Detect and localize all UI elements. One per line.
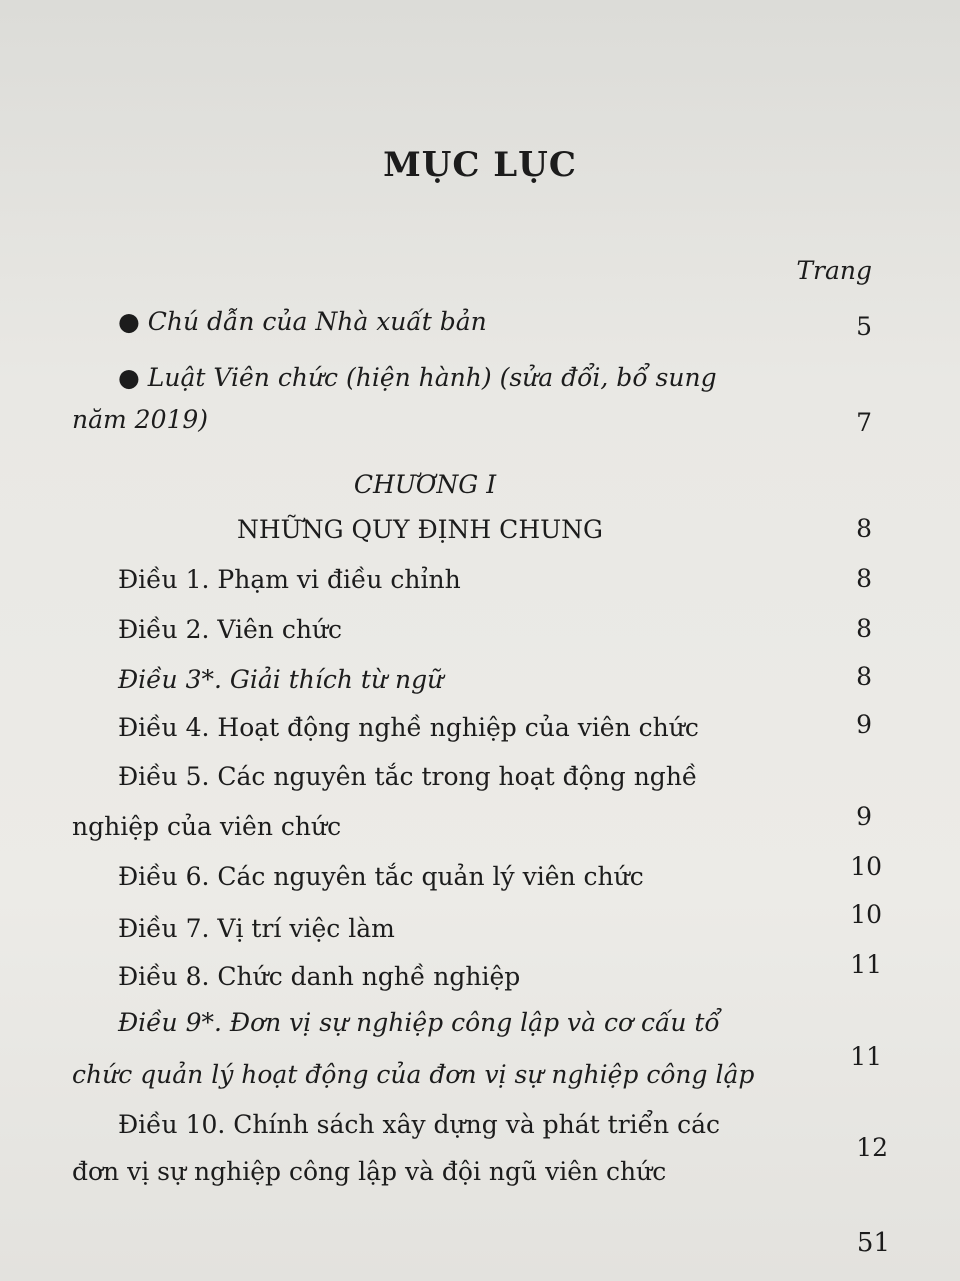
toc-entry[interactable]: Điều 7. Vị trí việc làm [118,914,395,943]
toc-page-number: 8 [856,514,872,543]
toc-page-number: 10 [850,900,882,929]
toc-page-number: 8 [856,564,872,593]
toc-entry[interactable]: Điều 6. Các nguyên tắc quản lý viên chức [118,862,644,891]
toc-entry-law-cont: năm 2019) [72,405,209,434]
toc-entry-cont: nghiệp của viên chức [72,812,342,841]
toc-page-number: 11 [850,950,882,979]
toc-entry[interactable]: Điều 5. Các nguyên tắc trong hoạt động nghề [118,762,698,791]
toc-page-number: 7 [856,408,872,437]
toc-entry[interactable]: Điều 4. Hoạt động nghề nghiệp của viên chức [118,713,699,742]
toc-entry[interactable]: Điều 1. Phạm vi điều chỉnh [118,565,461,594]
toc-page-number: 10 [850,852,882,881]
toc-entry-law[interactable]: ● Luật Viên chức (hiện hành) (sửa đổi, bổ sung [118,363,717,392]
toc-entry[interactable]: Điều 8. Chức danh nghề nghiệp [118,962,521,991]
page-folio: 51 [856,1228,890,1258]
chapter-label: CHƯƠNG I [353,470,497,499]
toc-page-number: 11 [850,1042,882,1071]
toc-entry[interactable]: Điều 3*. Giải thích từ ngữ [118,665,444,694]
toc-entry[interactable]: Điều 2. Viên chức [118,615,343,644]
bullet-icon: ● [118,307,140,336]
bullet-icon: ● [118,363,140,392]
toc-page-number: 9 [856,802,872,831]
toc-entry[interactable]: Điều 10. Chính sách xây dựng và phát triển các [118,1110,721,1139]
chapter-title[interactable]: NHỮNG QUY ĐỊNH CHUNG [236,515,604,544]
toc-entry-cont: chức quản lý hoạt động của đơn vị sự nghiệp công lập [72,1060,755,1089]
page-column-label: Trang [796,256,872,285]
toc-entry-cont: đơn vị sự nghiệp công lập và đội ngũ viên chức [72,1157,667,1186]
toc-page-number: 8 [856,614,872,643]
toc-page-number: 9 [856,710,872,739]
page-title: MỤC LỤC [383,145,577,185]
toc-page-number: 12 [856,1133,888,1162]
toc-page-number: 5 [856,312,872,341]
toc-entry-publisher-note[interactable]: ● Chú dẫn của Nhà xuất bản [118,307,487,336]
toc-entry[interactable]: Điều 9*. Đơn vị sự nghiệp công lập và cơ cấu tổ [118,1008,720,1037]
toc-page-number: 8 [856,662,872,691]
